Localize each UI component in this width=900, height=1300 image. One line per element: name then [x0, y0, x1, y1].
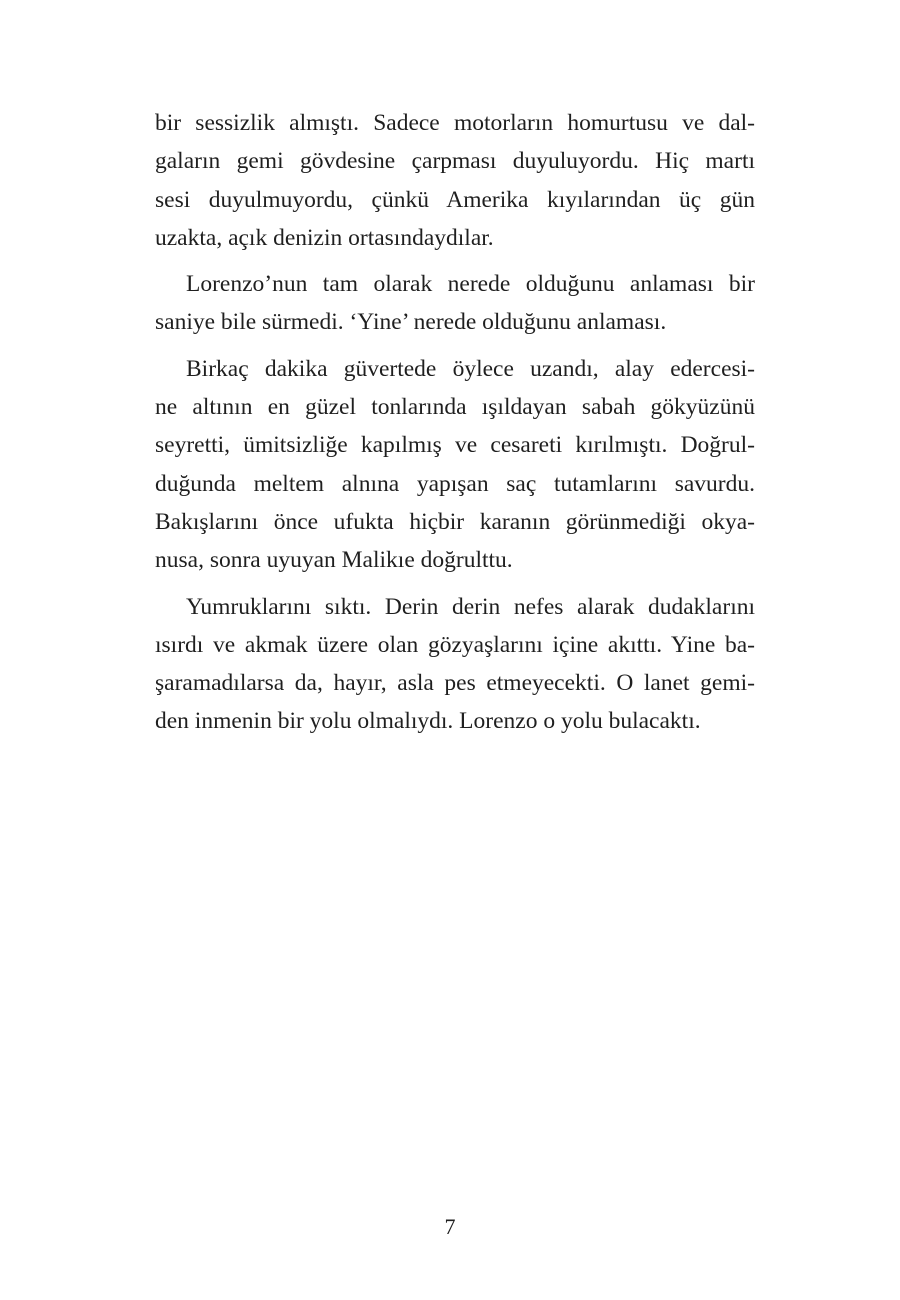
text-line: Birkaç dakika güvertede öylece uzandı, alay edercesi- — [186, 355, 755, 382]
text-line: uzakta, açık denizin ortasındaydılar. — [155, 224, 494, 251]
text-line: sesi duyulmuyordu, çünkü Amerika kıyılarından üç gün — [155, 186, 755, 213]
text-line: saniye bile sürmedi. ‘Yine’ nerede olduğunu anlaması. — [155, 309, 667, 336]
text-line: şaramadılarsa da, hayır, asla pes etmeyecekti. O lanet gemi- — [155, 670, 755, 697]
paragraph-2 — [155, 265, 755, 342]
text-line: Bakışlarını önce ufukta hiçbir karanın görünmediği okya- — [155, 508, 755, 535]
paragraph-4 — [155, 588, 755, 741]
text-line: nusa, sonra uyuyan Malikıe doğrulttu. — [155, 547, 513, 574]
page-number: 7 — [444, 1214, 456, 1239]
paragraph-1 — [155, 104, 755, 257]
body-text — [155, 104, 755, 749]
text-line: bir sessizlik almıştı. Sadece motorların homurtusu ve dal- — [155, 110, 755, 136]
text-line: ne altının en güzel tonlarında ışıldayan sabah gökyüzünü — [155, 394, 755, 421]
text-line: seyretti, ümitsizliğe kapılmış ve cesareti kırılmıştı. Doğrul- — [155, 432, 755, 459]
text-line: duğunda meltem alnına yapışan saç tutamlarını savurdu. — [155, 470, 755, 497]
text-line: Yumruklarını sıktı. Derin derin nefes alarak dudaklarını — [186, 593, 755, 620]
text-line: den inmenin bir yolu olmalıydı. Lorenzo o yolu bulacaktı. — [155, 708, 701, 735]
text-line: gaların gemi gövdesine çarpması duyuluyordu. Hiç martı — [155, 148, 755, 175]
text-line: ısırdı ve akmak üzere olan gözyaşlarını içine akıttı. Yine ba- — [155, 631, 755, 658]
text-line: Lorenzo’nun tam olarak nerede olduğunu anlaması bir — [186, 271, 755, 298]
paragraph-3 — [155, 350, 755, 580]
